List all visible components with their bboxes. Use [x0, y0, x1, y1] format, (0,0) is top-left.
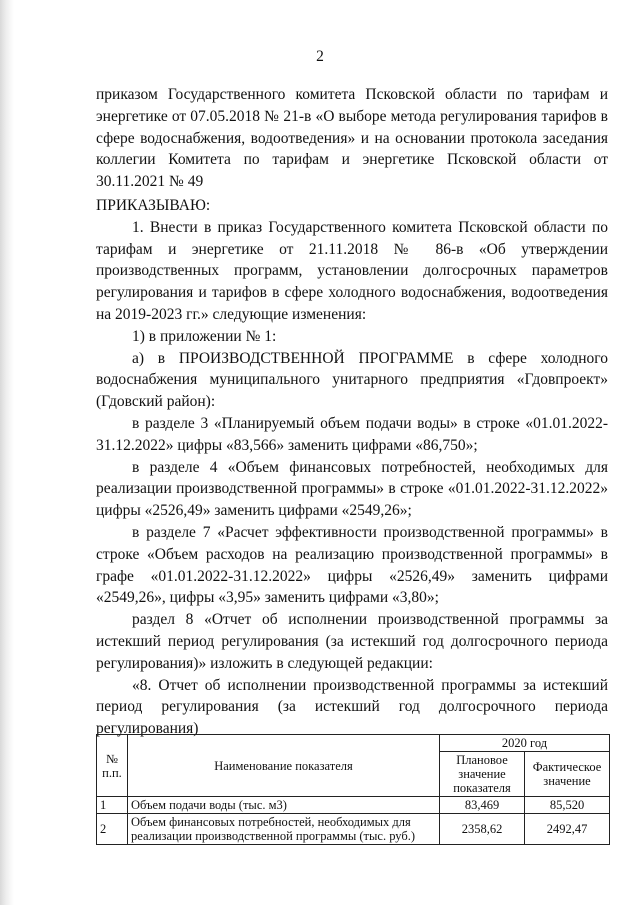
- header-num: № п.п.: [97, 735, 128, 797]
- paragraph-section-8: раздел 8 «Отчет об исполнении производственной программы за истекший период регулирования (за истекший год долгосрочного периода регулирования)» изложить в следующей редакции:: [96, 611, 608, 672]
- paragraph-order-heading: ПРИКАЗЫВАЮ:: [96, 196, 211, 214]
- document-body: [96, 84, 608, 740]
- paragraph-section-7: в разделе 7 «Расчет эффективности производственной программы» в строке «Объем расходов на реализацию производственной программы» в графе «01.01.2022-31.12.2022» цифры «2526,49» заменить цифрами «2549,26», цифры «3,95» заменить цифрами «3,80»;: [96, 523, 608, 607]
- paragraph-subitem-1: 1) в приложении № 1:: [132, 327, 277, 345]
- row-actual: 2492,47: [525, 814, 610, 845]
- row-planned: 83,469: [440, 797, 525, 814]
- report-table: [96, 734, 610, 845]
- header-actual: Фактическое значение: [525, 752, 610, 797]
- header-year: 2020 год: [440, 735, 610, 752]
- paragraph-subitem-a: а) в ПРОИЗВОДСТВЕННОЙ ПРОГРАММЕ в сфере холодного водоснабжения муниципального унитарного предприятия «Гдовпроект» (Гдовский район):: [96, 349, 608, 411]
- row-name: Объем финансовых потребностей, необходимых для реализации производственной программы (тыс. руб.): [128, 814, 440, 845]
- scan-edge: [0, 0, 14, 905]
- table-row: [97, 814, 610, 845]
- paragraph-report-title: «8. Отчет об исполнении производственной программы за истекший период регулирования (за истекший год долгосрочного периода регулирования): [96, 676, 608, 738]
- paragraph-preamble: приказом Государственного комитета Псковской области по тарифам и энергетике от 07.05.2018 № 21-в «О выборе метода регулирования тарифов в сфере водоснабжения, водоотведения» и на основании протокола заседания коллегии Комитета по тарифам и энергетике Псковской области от 30.11.2021 № 49: [96, 86, 608, 191]
- row-planned: 2358,62: [440, 814, 525, 845]
- paragraph-item-1: 1. Внести в приказ Государственного комитета Псковской области по тарифам и энергетике от 21.11.2018 № 86-в «Об утверждении производственных программ, установлении долгосрочных параметров регулирования и тарифов в сфере холодного водоснабжения, водоотведения на 2019-2023 гг.» следующие изменения:: [96, 218, 608, 323]
- page-number: 2: [316, 48, 324, 65]
- header-planned: Плановое значение показателя: [440, 752, 525, 797]
- header-name: Наименование показателя: [128, 735, 440, 797]
- row-num: 2: [97, 814, 128, 845]
- row-name: Объем подачи воды (тыс. м3): [128, 797, 440, 814]
- row-num: 1: [97, 797, 128, 814]
- table-row: [97, 797, 610, 814]
- row-actual: 85,520: [525, 797, 610, 814]
- paragraph-section-4: в разделе 4 «Объем финансовых потребностей, необходимых для реализации производственной программы» в строке «01.01.2022-31.12.2022» цифры «2526,49» заменить цифрами «2549,26»;: [96, 458, 608, 520]
- table-header-row: [97, 735, 610, 752]
- paragraph-section-3: в разделе 3 «Планируемый объем подачи воды» в строке «01.01.2022-31.12.2022» цифры «83,566» заменить цифрами «86,750»;: [96, 414, 608, 454]
